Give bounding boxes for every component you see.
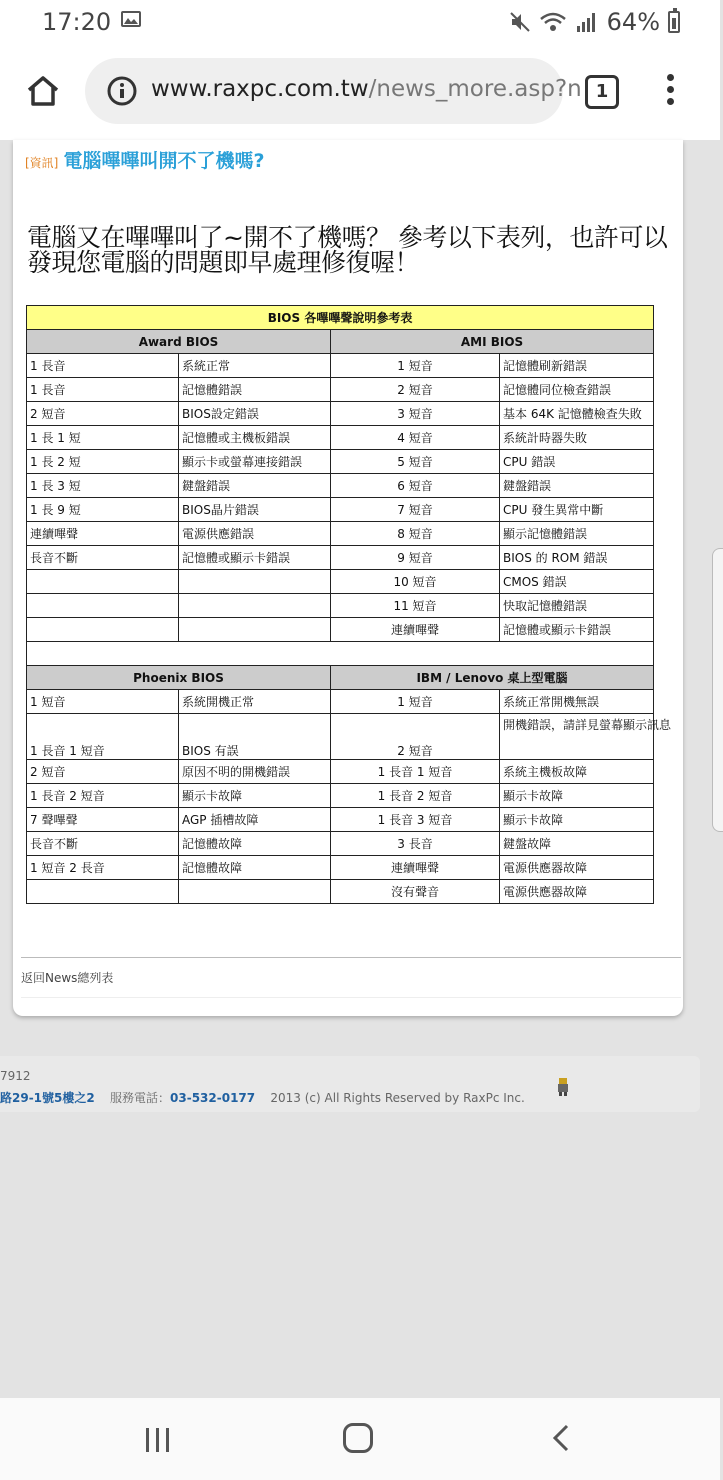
beep-code-cell: 3 長音: [331, 832, 500, 856]
url-text[interactable]: [151, 76, 582, 102]
beep-code-cell: [27, 880, 179, 904]
wifi-icon: [539, 11, 567, 33]
footer-address: 路29-1號5樓之2: [0, 1091, 95, 1105]
home-icon[interactable]: [26, 75, 60, 107]
beep-code-cell: 6 短音: [331, 474, 500, 498]
bios-beep-table: [26, 305, 672, 904]
beep-code-cell: 1 長 9 短: [27, 498, 179, 522]
meaning-cell: [179, 618, 331, 642]
url-bar[interactable]: [85, 58, 582, 124]
beep-code-cell: 連續嗶聲: [27, 522, 179, 546]
table-caption: BIOS 各嗶嗶聲說明參考表: [27, 306, 654, 330]
spacer-cell: [27, 642, 654, 666]
table-spacer-row: [27, 642, 654, 666]
footer-copyright: 2013 (c) All Rights Reserved by RaxPc Inc.: [270, 1091, 525, 1105]
meaning-cell: 顯示卡或螢幕連接錯誤: [179, 450, 331, 474]
meaning-cell: 系統正常: [179, 354, 331, 378]
footer-contact: [0, 1089, 525, 1106]
beep-code-cell: 長音不斷: [27, 546, 179, 570]
meaning-cell: 開機錯誤，請詳見螢幕顯示訊息: [500, 714, 654, 760]
meaning-cell: [179, 594, 331, 618]
beep-code-cell: 2 短音: [331, 378, 500, 402]
meaning-cell: 記憶體刷新錯誤: [500, 354, 654, 378]
meaning-cell: 系統計時器失敗: [500, 426, 654, 450]
table-row: [27, 570, 654, 594]
article-tag: [資訊]: [25, 156, 59, 170]
table-row: [27, 426, 654, 450]
beep-code-cell: 9 短音: [331, 546, 500, 570]
recent-apps-icon[interactable]: [145, 1427, 171, 1453]
beep-code-cell: 1 長 2 短: [27, 450, 179, 474]
table-row: [27, 784, 654, 808]
beep-code-cell: 1 長音 2 短音: [27, 784, 179, 808]
beep-code-cell: 4 短音: [331, 426, 500, 450]
meaning-cell: CPU 錯誤: [500, 450, 654, 474]
table-row: [27, 474, 654, 498]
meaning-cell: 基本 64K 記憶體檢查失敗: [500, 402, 654, 426]
beep-code-cell: 1 長 1 短: [27, 426, 179, 450]
beep-code-cell: 1 短音: [27, 690, 179, 714]
table-row: [27, 450, 654, 474]
meaning-cell: 系統正常開機無誤: [500, 690, 654, 714]
phoenix-bios-header: Phoenix BIOS: [27, 666, 331, 690]
article-header: [25, 146, 265, 173]
meaning-cell: 記憶體故障: [179, 832, 331, 856]
divider: [21, 957, 681, 958]
url-domain: www.raxpc.com.tw: [151, 76, 369, 102]
gallery-notification-icon: [121, 11, 141, 27]
beep-code-cell: 1 長音: [27, 378, 179, 402]
meaning-cell: 電源供應器故障: [500, 880, 654, 904]
beep-code-cell: 7 聲嗶聲: [27, 808, 179, 832]
meaning-cell: 顯示卡故障: [179, 784, 331, 808]
table-row: [27, 832, 654, 856]
status-bar: [0, 0, 720, 44]
meaning-cell: 電源供應器故障: [500, 856, 654, 880]
beep-code-cell: 3 短音: [331, 402, 500, 426]
article-card: [13, 140, 683, 1016]
site-footer: [0, 1056, 700, 1112]
mute-icon: [509, 11, 531, 33]
table-row: [27, 378, 654, 402]
article-intro: 電腦又在嗶嗶叫了~開不了機嗎？ 參考以下表列，也許可以發現您電腦的問題即早處理修復喔！: [27, 223, 668, 277]
meaning-cell: 顯示卡故障: [500, 784, 654, 808]
footer-phone[interactable]: 03-532-0177: [170, 1091, 256, 1105]
beep-code-cell: 1 長音 2 短音: [331, 784, 500, 808]
meaning-cell: CPU 發生異常中斷: [500, 498, 654, 522]
beep-code-cell: 11 短音: [331, 594, 500, 618]
beep-code-cell: 7 短音: [331, 498, 500, 522]
award-bios-header: Award BIOS: [27, 330, 331, 354]
meaning-cell: 鍵盤錯誤: [500, 474, 654, 498]
scroll-handle[interactable]: [712, 548, 723, 832]
meaning-cell: 鍵盤故障: [500, 832, 654, 856]
beep-code-cell: 長音不斷: [27, 832, 179, 856]
site-info-icon[interactable]: [107, 76, 137, 106]
footer-phone-label: 服務電話：: [110, 1091, 171, 1105]
table-row: [27, 760, 654, 784]
ibm-lenovo-header: IBM / Lenovo 桌上型電腦: [331, 666, 654, 690]
meaning-cell: CMOS 錯誤: [500, 570, 654, 594]
meaning-cell: 顯示卡故障: [500, 808, 654, 832]
beep-code-cell: 1 短音 2 長音: [27, 856, 179, 880]
beep-code-cell: 5 短音: [331, 450, 500, 474]
meaning-cell: 記憶體或主機板錯誤: [179, 426, 331, 450]
table-row: [27, 880, 654, 904]
footer-fragment: 7912: [0, 1069, 31, 1083]
beep-code-cell: 1 長音 3 短音: [331, 808, 500, 832]
table-row: [27, 618, 654, 642]
status-time: 17:20: [42, 8, 112, 36]
table-row: [27, 690, 654, 714]
beep-code-cell: 8 短音: [331, 522, 500, 546]
meaning-cell: 系統主機板故障: [500, 760, 654, 784]
meaning-cell: 電源供應錯誤: [179, 522, 331, 546]
table-row: [27, 808, 654, 832]
signal-icon: [575, 11, 599, 33]
beep-code-cell: 1 短音: [331, 690, 500, 714]
meaning-cell: 鍵盤錯誤: [179, 474, 331, 498]
beep-code-cell: 2 短音: [27, 760, 179, 784]
meaning-cell: 記憶體錯誤: [179, 378, 331, 402]
mascot-icon: [556, 1078, 570, 1096]
back-icon[interactable]: [551, 1424, 571, 1452]
meaning-cell: 記憶體或顯示卡錯誤: [179, 546, 331, 570]
url-path: /news_more.asp?n: [368, 76, 582, 102]
meaning-cell: 系統開機正常: [179, 690, 331, 714]
meaning-cell: BIOS設定錯誤: [179, 402, 331, 426]
meaning-cell: BIOS 有誤: [179, 714, 331, 760]
beep-code-cell: 連續嗶聲: [331, 618, 500, 642]
table-row: [27, 354, 654, 378]
meaning-cell: BIOS 的 ROM 錯誤: [500, 546, 654, 570]
beep-code-cell: 連續嗶聲: [331, 856, 500, 880]
meaning-cell: 顯示記憶體錯誤: [500, 522, 654, 546]
beep-code-cell: 沒有聲音: [331, 880, 500, 904]
meaning-cell: 記憶體同位檢查錯誤: [500, 378, 654, 402]
beep-code-cell: 2 短音: [331, 714, 500, 760]
battery-percentage: 64%: [606, 8, 660, 36]
table-row: [27, 402, 654, 426]
article-title[interactable]: 電腦嗶嗶叫開不了機嗎?: [63, 150, 265, 172]
meaning-cell: 記憶體故障: [179, 856, 331, 880]
beep-code-cell: 1 短音: [331, 354, 500, 378]
beep-code-cell: [27, 618, 179, 642]
home-nav-icon[interactable]: [343, 1423, 373, 1453]
back-to-news-list-link[interactable]: 返回News總列表: [21, 971, 114, 985]
divider: [21, 997, 681, 998]
meaning-cell: [179, 570, 331, 594]
vendor-header-row: [27, 666, 654, 690]
table-row: [27, 714, 654, 760]
meaning-cell: AGP 插槽故障: [179, 808, 331, 832]
beep-code-cell: 10 短音: [331, 570, 500, 594]
meaning-cell: 記憶體或顯示卡錯誤: [500, 618, 654, 642]
battery-icon: [668, 11, 680, 33]
table-row: [27, 856, 654, 880]
ami-bios-header: AMI BIOS: [331, 330, 654, 354]
more-menu-icon[interactable]: [664, 74, 676, 108]
meaning-cell: BIOS晶片錯誤: [179, 498, 331, 522]
beep-code-cell: 1 長音 1 短音: [331, 760, 500, 784]
table-row: [27, 522, 654, 546]
tab-switcher-button[interactable]: 1: [585, 75, 619, 109]
browser-toolbar: [0, 44, 720, 140]
beep-code-cell: 1 長 3 短: [27, 474, 179, 498]
status-icons: [509, 7, 680, 37]
beep-code-cell: 1 長音 1 短音: [27, 714, 179, 760]
table-row: [27, 498, 654, 522]
table-row: [27, 594, 654, 618]
system-nav-bar: [0, 1398, 720, 1480]
beep-code-cell: 2 短音: [27, 402, 179, 426]
beep-code-cell: [27, 570, 179, 594]
meaning-cell: [179, 880, 331, 904]
beep-code-cell: 1 長音: [27, 354, 179, 378]
meaning-cell: 快取記憶體錯誤: [500, 594, 654, 618]
table-row: [27, 546, 654, 570]
meaning-cell: 原因不明的開機錯誤: [179, 760, 331, 784]
beep-code-cell: [27, 594, 179, 618]
